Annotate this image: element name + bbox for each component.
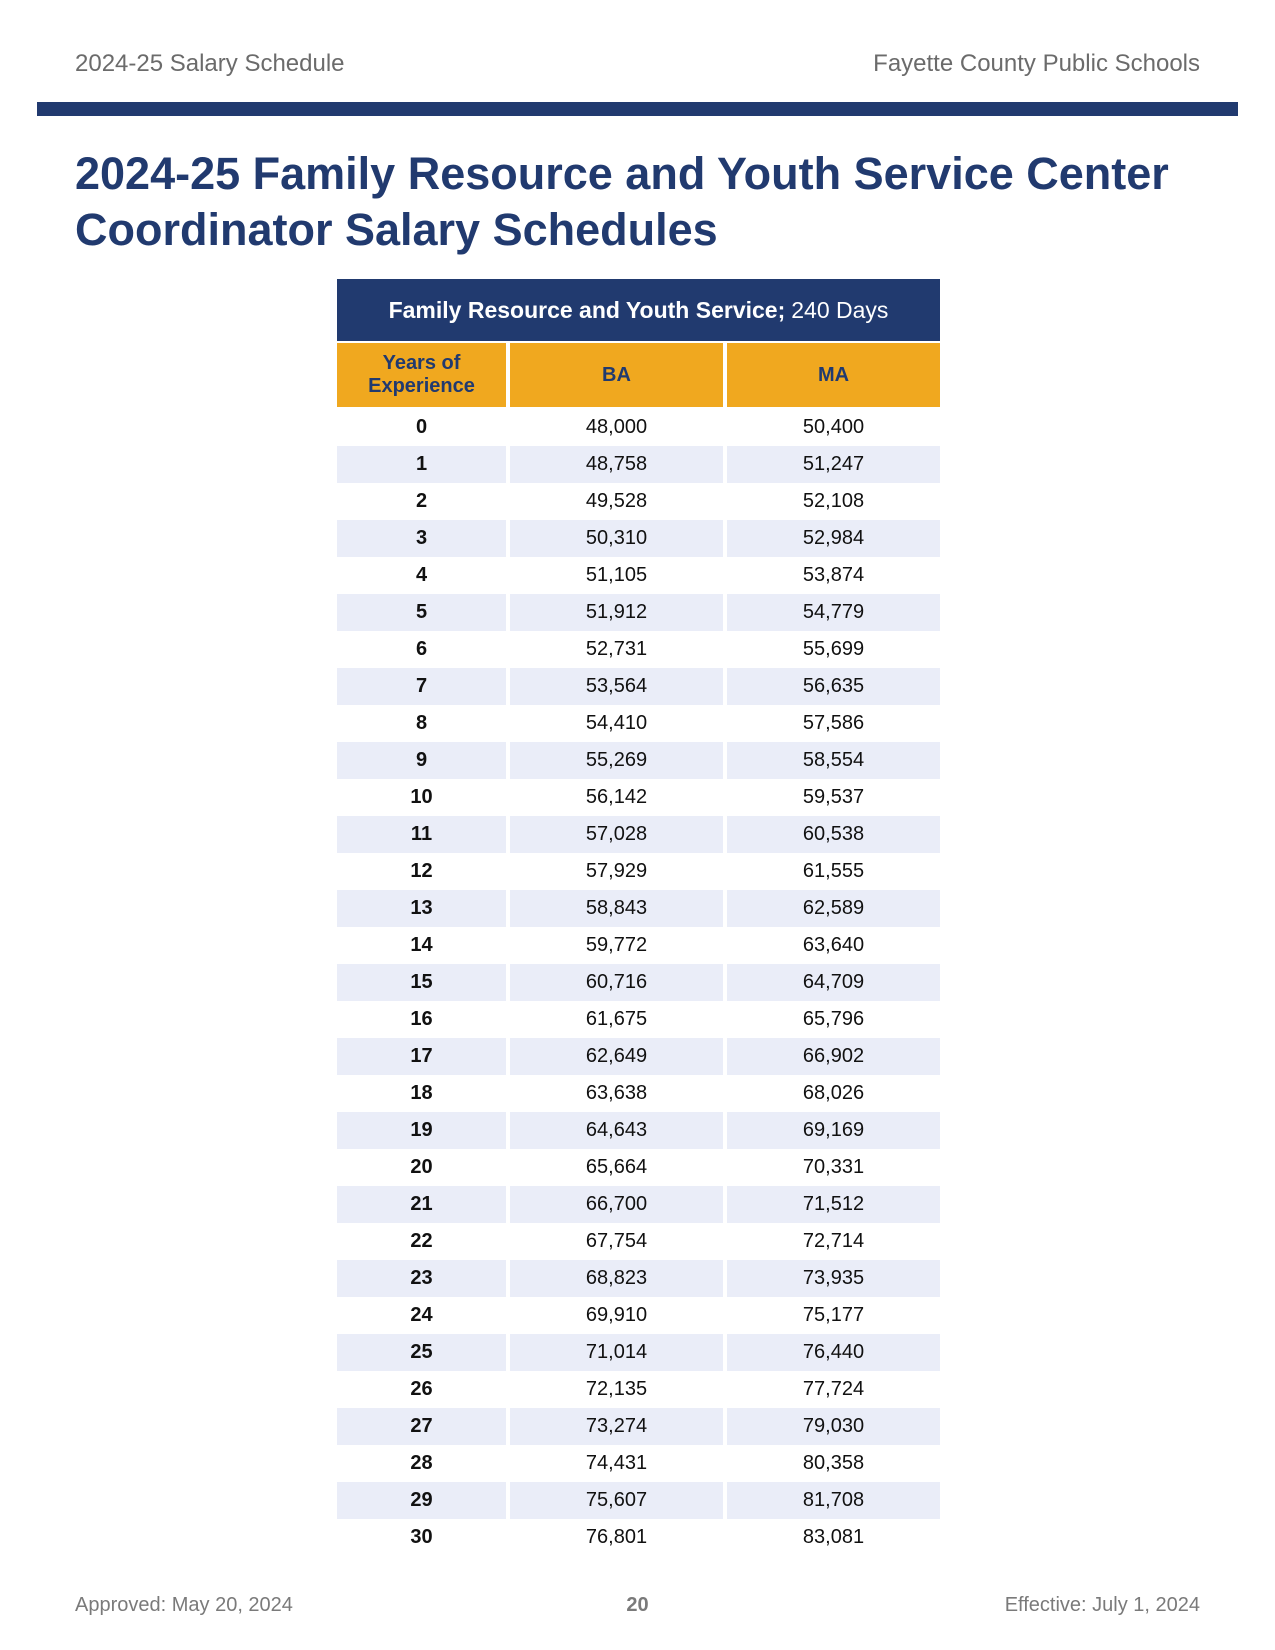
ba-salary-cell: 51,912 (510, 594, 723, 631)
ma-salary-cell: 75,177 (802, 1304, 865, 1326)
years-cell: 14 (410, 934, 433, 956)
header-divider (37, 102, 1238, 116)
ba-salary-cell: 73,274 (510, 1408, 723, 1445)
years-cell: 5 (337, 594, 506, 631)
column-header-years: Years of Experience (337, 343, 506, 407)
ba-salary-cell: 58,843 (510, 890, 723, 927)
table-row (337, 1334, 940, 1371)
ma-salary-cell: 60,538 (727, 816, 940, 853)
ba-salary-cell: 66,700 (510, 1186, 723, 1223)
table-row (337, 779, 940, 816)
table-row (337, 668, 940, 705)
ma-salary-cell: 71,512 (727, 1186, 940, 1223)
ba-salary-cell: 59,772 (585, 934, 648, 956)
ba-salary-cell: 71,014 (510, 1334, 723, 1371)
ba-salary-cell: 57,929 (585, 860, 648, 882)
table-row (337, 1297, 940, 1334)
years-cell: 21 (337, 1186, 506, 1223)
ma-salary-cell: 69,169 (727, 1112, 940, 1149)
ba-salary-cell: 64,643 (510, 1112, 723, 1149)
salary-table (337, 279, 940, 1556)
years-cell: 16 (410, 1008, 433, 1030)
years-cell: 2 (415, 490, 428, 512)
ma-salary-cell: 80,358 (802, 1452, 865, 1474)
table-caption-bold: Family Resource and Youth Service; (388, 296, 786, 323)
table-row (337, 594, 940, 631)
ba-salary-cell: 72,135 (585, 1378, 648, 1400)
table-row (337, 1482, 940, 1519)
ma-salary-cell: 65,796 (802, 1008, 865, 1030)
ma-salary-cell: 68,026 (802, 1082, 865, 1104)
years-cell: 18 (410, 1082, 433, 1104)
table-row (337, 1186, 940, 1223)
years-cell: 7 (337, 668, 506, 705)
footer-page-number: 20 (626, 1594, 649, 1616)
ma-salary-cell: 63,640 (802, 934, 865, 956)
table-row (337, 1260, 940, 1297)
ba-salary-cell: 60,716 (510, 964, 723, 1001)
years-cell: 6 (415, 638, 428, 660)
ma-salary-cell: 76,440 (727, 1334, 940, 1371)
ma-salary-cell: 73,935 (727, 1260, 940, 1297)
ma-salary-cell: 54,779 (727, 594, 940, 631)
table-row (337, 1001, 940, 1038)
footer-approved-date: Approved: May 20, 2024 (75, 1594, 293, 1616)
ba-salary-cell: 62,649 (510, 1038, 723, 1075)
table-row (337, 1408, 940, 1445)
table-row (337, 1223, 940, 1260)
years-cell: 20 (410, 1156, 433, 1178)
ma-salary-cell: 70,331 (802, 1156, 865, 1178)
table-row (337, 1149, 940, 1186)
ma-salary-cell: 83,081 (802, 1526, 865, 1548)
table-row (337, 1112, 940, 1149)
years-cell: 24 (410, 1304, 433, 1326)
header-schedule-label: 2024-25 Salary Schedule (75, 50, 345, 77)
table-row (337, 742, 940, 779)
table-row (337, 705, 940, 742)
years-cell: 4 (415, 564, 428, 586)
ma-salary-cell: 62,589 (727, 890, 940, 927)
table-caption (337, 279, 940, 341)
page-title: 2024-25 Family Resource and Youth Service Center Coordinator Salary Schedules (75, 148, 1169, 255)
ba-salary-cell: 54,410 (585, 712, 648, 734)
column-header-ba: BA (510, 343, 723, 407)
years-cell: 26 (410, 1378, 433, 1400)
ma-salary-cell: 55,699 (802, 638, 865, 660)
years-cell: 0 (415, 416, 428, 438)
years-cell: 19 (337, 1112, 506, 1149)
years-cell: 13 (337, 890, 506, 927)
ma-salary-cell: 79,030 (727, 1408, 940, 1445)
table-caption-days: 240 Days (791, 296, 889, 323)
ma-salary-cell: 58,554 (727, 742, 940, 779)
ma-salary-cell: 77,724 (802, 1378, 865, 1400)
ma-salary-cell: 72,714 (802, 1230, 865, 1252)
ba-salary-cell: 55,269 (510, 742, 723, 779)
ba-salary-cell: 53,564 (510, 668, 723, 705)
ba-salary-cell: 52,731 (585, 638, 648, 660)
table-row (337, 483, 940, 520)
table-row (337, 816, 940, 853)
table-row (337, 409, 940, 446)
years-cell: 12 (410, 860, 433, 882)
ma-salary-cell: 59,537 (802, 786, 865, 808)
ba-salary-cell: 75,607 (510, 1482, 723, 1519)
ma-salary-cell: 52,108 (802, 490, 865, 512)
years-cell: 17 (337, 1038, 506, 1075)
table-row (337, 1371, 940, 1408)
years-cell: 1 (337, 446, 506, 483)
years-cell: 15 (337, 964, 506, 1001)
table-header-row (337, 343, 940, 407)
table-row (337, 631, 940, 668)
ma-salary-cell: 51,247 (727, 446, 940, 483)
table-row (337, 890, 940, 927)
years-cell: 9 (337, 742, 506, 779)
ba-salary-cell: 48,758 (510, 446, 723, 483)
years-cell: 23 (337, 1260, 506, 1297)
years-cell: 25 (337, 1334, 506, 1371)
years-cell: 11 (337, 816, 506, 853)
ba-salary-cell: 48,000 (585, 416, 648, 438)
ma-salary-cell: 53,874 (802, 564, 865, 586)
ba-salary-cell: 57,028 (510, 816, 723, 853)
table-body (337, 409, 940, 1556)
ma-salary-cell: 56,635 (727, 668, 940, 705)
years-cell: 10 (410, 786, 433, 808)
table-row (337, 1519, 940, 1556)
years-cell: 8 (415, 712, 428, 734)
table-row (337, 520, 940, 557)
years-cell: 30 (410, 1526, 433, 1548)
header-district-name: Fayette County Public Schools (873, 50, 1200, 77)
ba-salary-cell: 63,638 (585, 1082, 648, 1104)
ba-salary-cell: 65,664 (585, 1156, 648, 1178)
table-row (337, 927, 940, 964)
years-cell: 3 (337, 520, 506, 557)
ba-salary-cell: 76,801 (585, 1526, 648, 1548)
ma-salary-cell: 64,709 (727, 964, 940, 1001)
table-row (337, 1075, 940, 1112)
ba-salary-cell: 67,754 (585, 1230, 648, 1252)
ba-salary-cell: 56,142 (585, 786, 648, 808)
ba-salary-cell: 61,675 (585, 1008, 648, 1030)
ma-salary-cell: 52,984 (727, 520, 940, 557)
years-cell: 22 (410, 1230, 433, 1252)
years-cell: 29 (337, 1482, 506, 1519)
ma-salary-cell: 50,400 (802, 416, 865, 438)
ma-salary-cell: 61,555 (802, 860, 865, 882)
ba-salary-cell: 74,431 (585, 1452, 648, 1474)
ba-salary-cell: 51,105 (585, 564, 648, 586)
ma-salary-cell: 57,586 (802, 712, 865, 734)
ba-salary-cell: 50,310 (510, 520, 723, 557)
column-header-ma: MA (727, 343, 940, 407)
years-cell: 27 (337, 1408, 506, 1445)
table-row (337, 557, 940, 594)
table-row (337, 446, 940, 483)
ma-salary-cell: 66,902 (727, 1038, 940, 1075)
years-cell: 28 (410, 1452, 433, 1474)
ba-salary-cell: 49,528 (585, 490, 648, 512)
table-row (337, 853, 940, 890)
table-row (337, 964, 940, 1001)
table-row (337, 1038, 940, 1075)
ma-salary-cell: 81,708 (727, 1482, 940, 1519)
ba-salary-cell: 69,910 (585, 1304, 648, 1326)
footer-effective-date: Effective: July 1, 2024 (1004, 1594, 1200, 1616)
ba-salary-cell: 68,823 (510, 1260, 723, 1297)
table-row (337, 1445, 940, 1482)
